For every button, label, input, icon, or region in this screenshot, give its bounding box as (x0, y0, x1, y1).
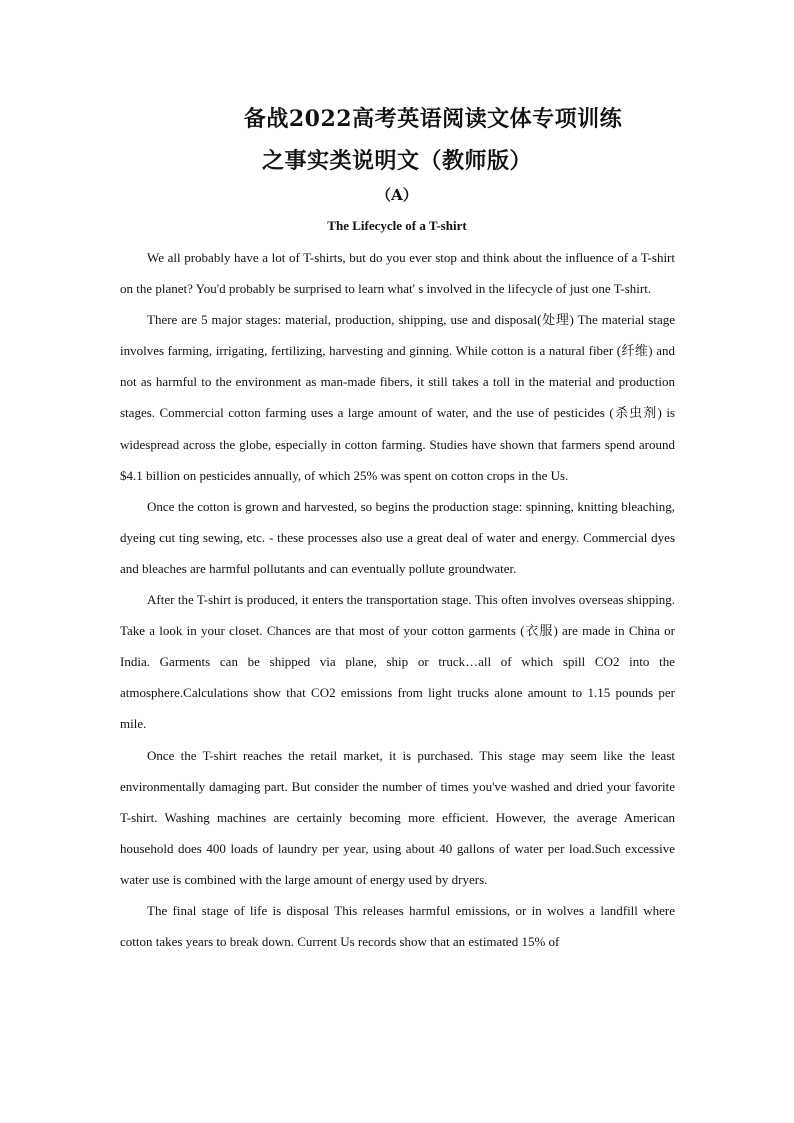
article-title: The Lifecycle of a T-shirt (327, 218, 467, 233)
section-label: （A） (376, 186, 418, 204)
paragraph: The final stage of life is disposal This releases harmful emissions, or in wolves a landfill where cotton takes years to break down. Current Us records show that an estimated 15% of (120, 902, 675, 950)
paragraph: Once the cotton is grown and harvested, so begins the production stage: spinning, knitting bleaching, dyeing cut ting sewing, etc. - these processes also use a great deal of water and energy. Commercial dyes and bleaches are harmful pollutants and can eventually pollute groundwater. (120, 498, 675, 576)
paragraph: There are 5 major stages: material, production, shipping, use and disposal(处理) The material stage involves farming, irrigating, fertilizing, harvesting and ginning. While cotton is a natural fiber (纤维) and not as harmful to the environment as man-made fibers, it still takes a toll in the material and production stages. Commercial cotton farming uses a large amount of water, and the use of pesticides (杀虫剂) is widespread across the globe, especially in cotton farming. Studies have shown that farmers spend around $4.1 billion on pesticides annually, of which 25% was spent on cotton crops in the Us. (120, 312, 675, 483)
paragraph: Once the T-shirt reaches the retail market, it is purchased. This stage may seem like the least environmentally damaging part. But consider the number of times you've washed and dried your favorite T-shirt. Washing machines are certainly becoming more efficient. However, the average American household does 400 loads of laundry per year, using about 40 gallons of water per load.Such excessive water use is combined with the large amount of energy used by dryers. (120, 747, 675, 887)
document-title-line-2: 之事实类说明文（教师版） (261, 148, 532, 174)
title-block (0, 98, 794, 240)
document-title-line-1: 备战2022高考英语阅读文体专项训练 (243, 106, 623, 132)
paragraph: We all probably have a lot of T-shirts, but do you ever stop and think about the influence of a T-shirt on the planet? You'd probably be surprised to learn what' s involved in the lifecycle of just one T-shirt. (120, 250, 675, 297)
paragraph: After the T-shirt is produced, it enters the transportation stage. This often involves overseas shipping. Take a look in your closet. Chances are that most of your cotton garments (衣服) are made in China or India. Garments can be shipped via plane, ship or truck…all of which spill CO2 into the atmosphere.Calculations show that CO2 emissions from light trucks alone amount to 1.15 pounds per mile. (120, 592, 675, 732)
article-body (120, 242, 675, 957)
